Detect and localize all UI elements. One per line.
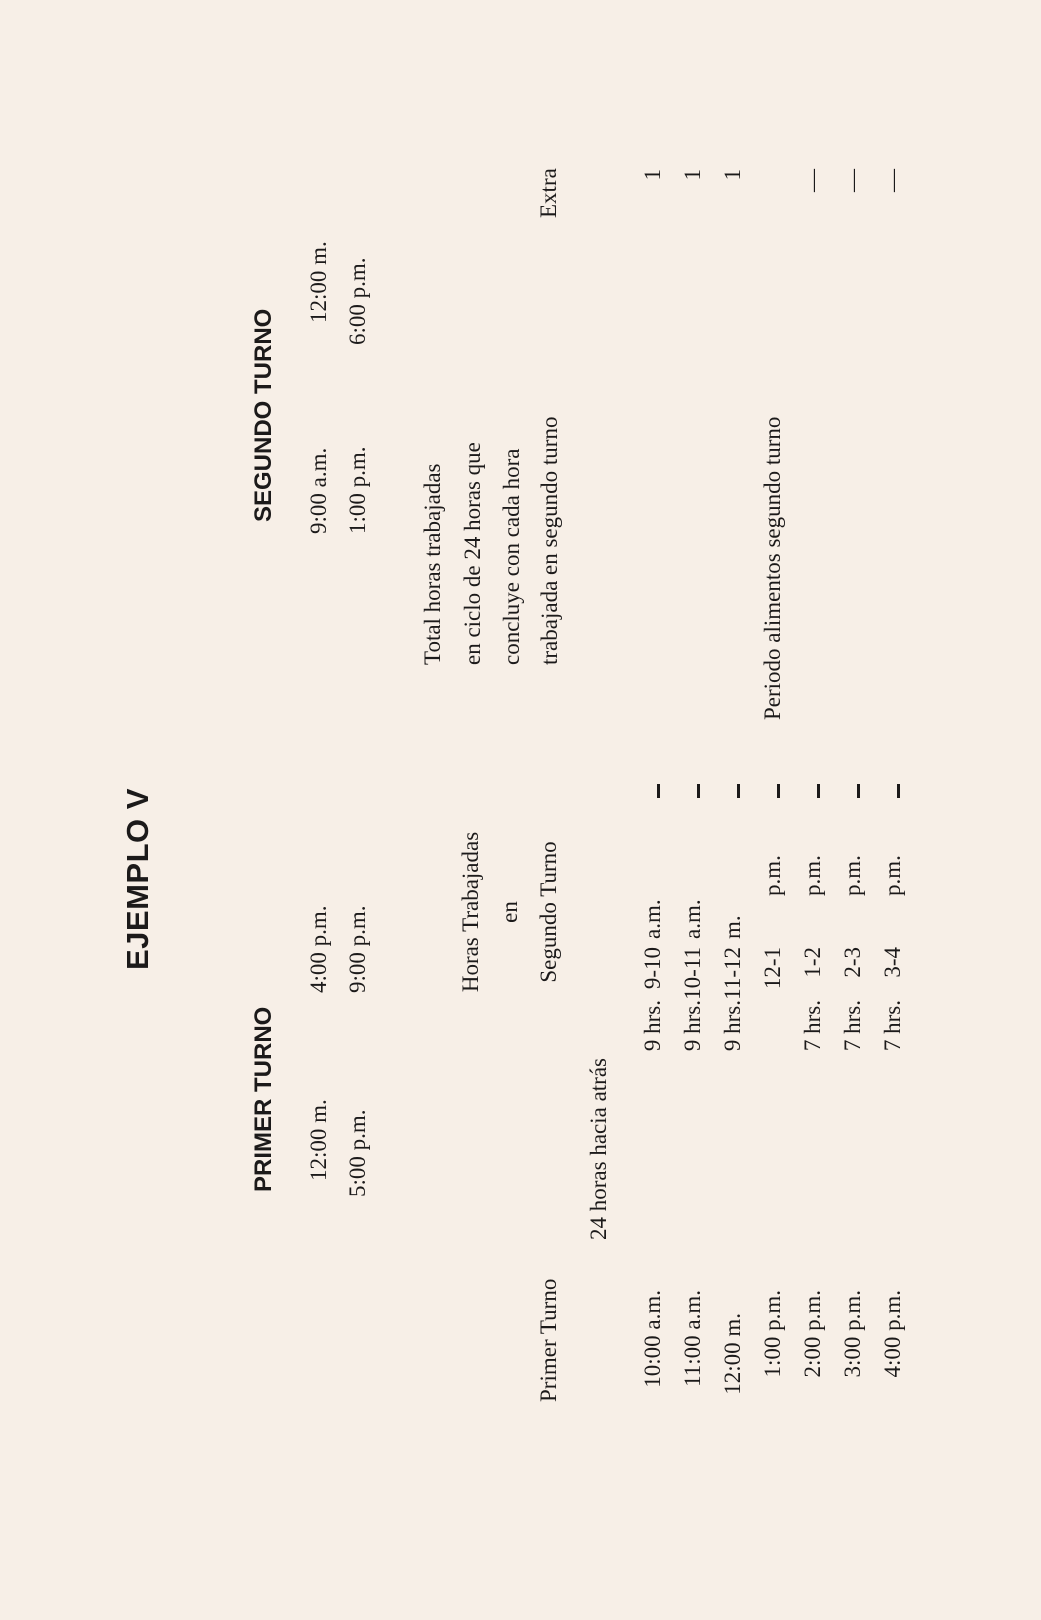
cell-period: a.m. [680,899,705,939]
primer-turno-end-2: 9:00 p.m. [345,905,370,993]
cell-back: 1:00 p.m. [760,1290,785,1378]
column-header-extra: Extra [536,168,561,218]
dash-mark [817,784,820,798]
horas-trabajadas-line-3: Segundo Turno [536,841,561,983]
cell-total: 7 hrs. [800,1000,825,1052]
cell-period: a.m. [640,899,665,939]
segundo-turno-end-1: 12:00 m. [306,241,331,323]
cell-extra: 1 [720,169,745,181]
cell-extra: 1 [680,169,705,181]
cell-range: 1-2 [800,947,825,978]
cell-back: 4:00 p.m. [880,1290,905,1378]
page-title: EJEMPLO V [120,788,155,970]
primer-turno-start-1: 12:00 m. [306,1099,331,1181]
cell-total: 9 hrs. [640,1000,665,1052]
dash-mark [857,784,860,798]
cell-range: 9-10 [640,947,665,990]
primer-turno-start-2: 5:00 p.m. [345,1109,370,1197]
cell-back: 3:00 p.m. [840,1290,865,1378]
dash-mark [737,784,740,798]
total-horas-line-3: concluye con cada hora [499,448,524,665]
cell-extra: — [800,169,825,192]
segundo-turno-start-2: 1:00 p.m. [345,446,370,534]
segundo-turno-start-1: 9:00 a.m. [306,447,331,534]
cell-back: 11:00 a.m. [680,1290,705,1387]
segundo-turno-heading: SEGUNDO TURNO [250,308,277,522]
cell-range: 3-4 [880,947,905,978]
cell-total: 7 hrs. [880,1000,905,1052]
cell-period: p.m. [800,855,825,896]
cell-total-note: Periodo alimentos segundo turno [760,416,785,720]
total-horas-line-1: Total horas trabajadas [420,463,445,665]
dash-mark [897,784,900,798]
cell-extra: 1 [640,169,665,181]
cell-back: 12:00 m. [720,1313,745,1395]
primer-turno-end-1: 4:00 p.m. [306,905,331,993]
cell-extra: — [840,169,865,192]
horas-trabajadas-line-2: en [497,901,522,923]
cell-range: 10-11 [680,947,705,1000]
cell-range: 12-1 [760,947,785,990]
total-horas-line-2: en ciclo de 24 horas que [460,442,485,665]
cell-period: m. [720,915,745,939]
cell-total: 9 hrs. [680,1000,705,1052]
total-horas-line-4: trabajada en segundo turno [537,416,562,665]
cell-period: p.m. [760,855,785,896]
dash-mark [657,784,660,798]
column-header-primer-turno: Primer Turno [536,1278,561,1402]
cell-total: 7 hrs. [840,1000,865,1052]
cell-range: 11-12 [720,947,745,1000]
cell-period: p.m. [880,855,905,896]
cell-back: 2:00 p.m. [800,1290,825,1378]
cell-total: 9 hrs. [720,1000,745,1052]
table-subheading: 24 horas hacia atrás [586,1057,611,1240]
dash-mark [697,784,700,798]
cell-period: p.m. [840,855,865,896]
primer-turno-heading: PRIMER TURNO [250,1006,277,1192]
horas-trabajadas-line-1: Horas Trabajadas [458,831,483,993]
segundo-turno-end-2: 6:00 p.m. [345,257,370,345]
cell-range: 2-3 [840,947,865,978]
cell-extra: — [880,169,905,192]
cell-back: 10:00 a.m. [640,1290,665,1388]
dash-mark [777,784,780,798]
